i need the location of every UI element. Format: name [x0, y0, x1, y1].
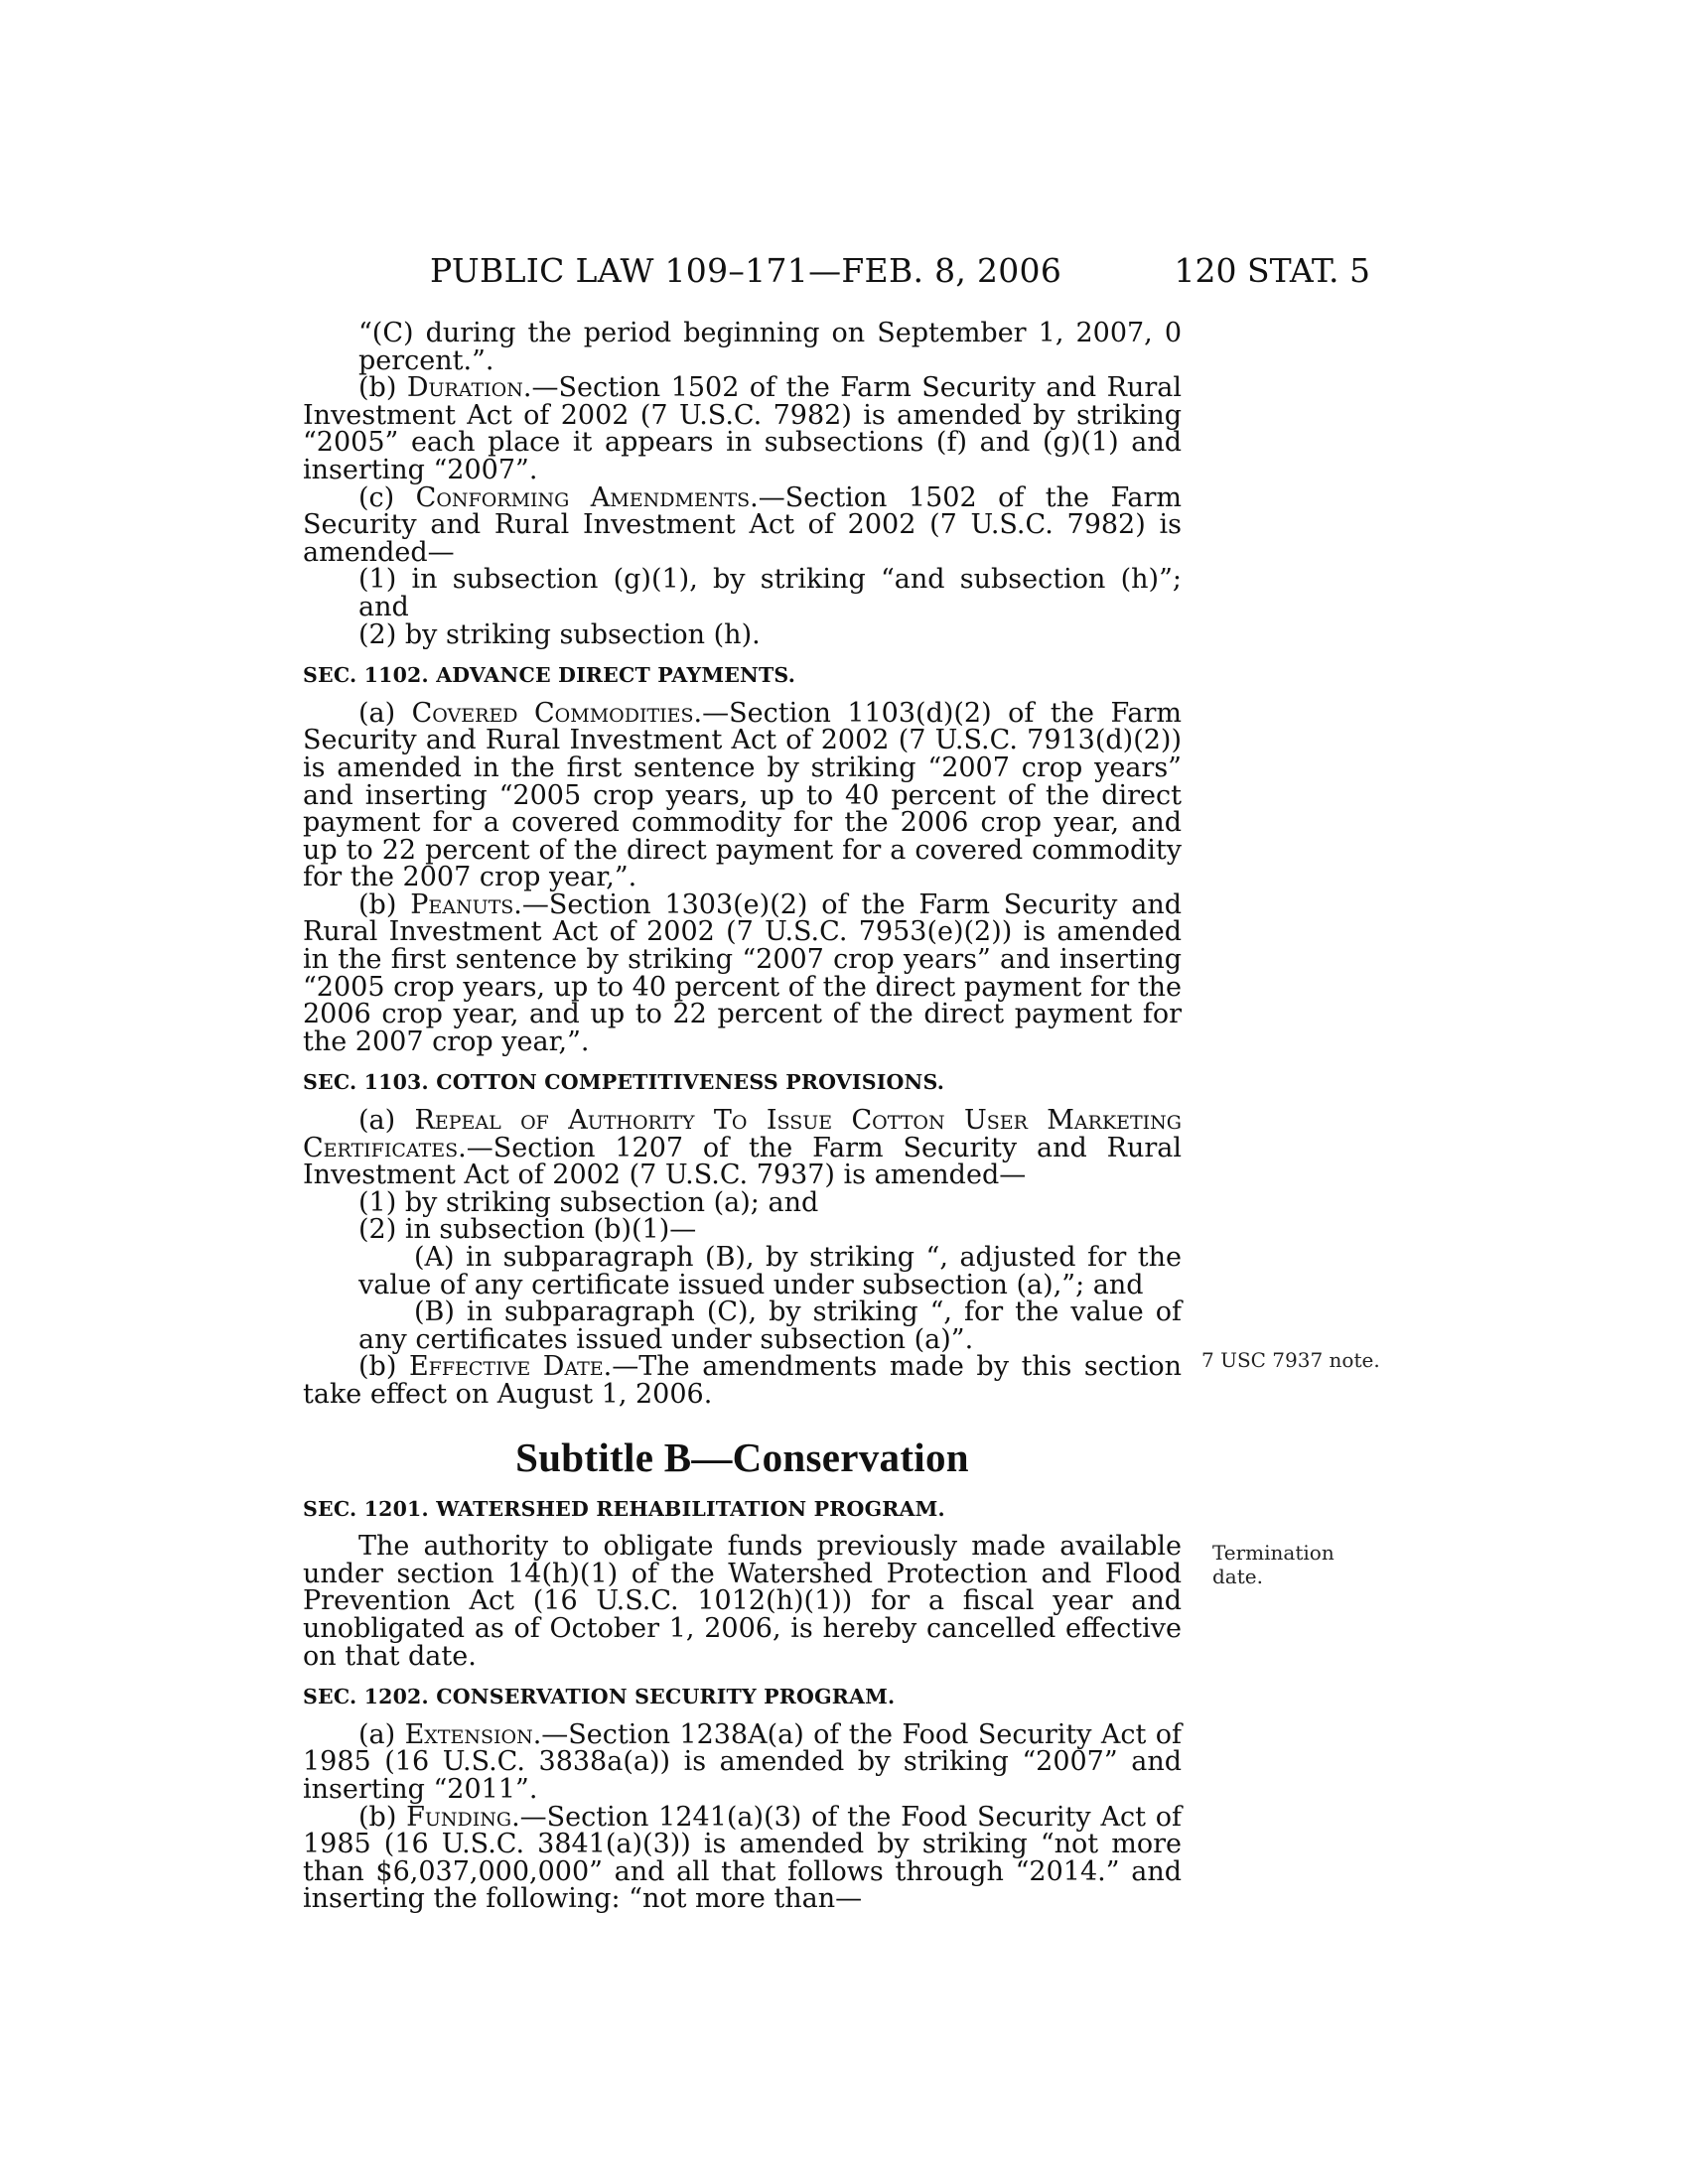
section-heading-1202: SEC. 1202. CONSERVATION SECURITY PROGRAM.	[303, 1685, 896, 1709]
paragraph-1102-a: (a) Covered Commodities.—Section 1103(d)(2) of the Farm Security and Rural Investment Act of 2002 (7 U.S.C. 7913(d)(2)) is amended in the first sentence by striking “2007 crop years” and inserting “2005 crop years, up to 40 percent of the direct payment for a covered commodity for the 2006 crop year, and up to 22 percent of the direct payment for a covered commodity for the 2007 crop year,”.	[303, 697, 1183, 893]
paragraph-1101-c-2: (2) by striking subsection (h).	[358, 618, 761, 650]
paragraph-1101-c-1: (1) in subsection (g)(1), by striking “and subsection (h)”; and	[358, 564, 1182, 622]
subtitle-heading: Subtitle B—Conservation	[515, 1433, 969, 1480]
paragraph-1201: The authority to obligate funds previously made available under section 14(h)(1) of the Watershed Protection and Flood Prevention Act (16 U.S.C. 1012(h)(1)) for a fiscal year and unobligated as of October 1, 2006, is hereby cancelled effective on that date.	[303, 1531, 1182, 1672]
paragraph-1202-a: (a) Extension.—Section 1238A(a) of the Food Security Act of 1985 (16 U.S.C. 3838a(a)) is amended by striking “2007” and inserting “2011”.	[303, 1718, 1182, 1805]
paragraph-1103-a-2: (2) in subsection (b)(1)—	[358, 1214, 697, 1246]
section-heading-1103: SEC. 1103. COTTON COMPETITIVENESS PROVISIONS.	[303, 1070, 945, 1095]
section-heading-1102: SEC. 1102. ADVANCE DIRECT PAYMENTS.	[303, 663, 796, 688]
paragraph-1103-a-2-B: (B) in subparagraph (C), by striking “, for the value of any certificates issued under subsection (a)”.	[358, 1297, 1182, 1355]
paragraph-1101-b-duration: (b) Duration.—Section 1502 of the Farm Security and Rural Investment Act of 2002 (7 U.S.C. 7982) is amended by striking “2005” each place it appears in subsections (f) and (g)(1) and inserting “2007”.	[303, 372, 1183, 485]
margin-note-termination-date: Termination date.	[1212, 1541, 1335, 1588]
paragraph-1101-c: (c) Conforming Amendments.—Section 1502 of the Farm Security and Rural Investment Act of 2002 (7 U.S.C. 7982) is amended—	[303, 481, 1182, 568]
section-heading-1201: SEC. 1201. WATERSHED REHABILITATION PROGRAM.	[303, 1496, 945, 1521]
paragraph-1202-b: (b) Funding.—Section 1241(a)(3) of the Food Security Act of 1985 (16 U.S.C. 3841(a)(3)) is amended by striking “not more than $6,037,000,000” and all that follows through “2014.” and inserting the following: “not more than—	[303, 1801, 1182, 1915]
page-number: 120 STAT. 5	[1174, 251, 1370, 290]
paragraph-1103-a-1: (1) by striking subsection (a); and	[358, 1186, 819, 1218]
margin-note-usc-7937: 7 USC 7937 note.	[1201, 1348, 1380, 1372]
document-body	[303, 320, 1182, 1913]
paragraph-1102-b: (b) Peanuts.—Section 1303(e)(2) of the Farm Security and Rural Investment Act of 2002 (7 U.S.C. 7953(e)(2)) is amended in the first sentence by striking “2007 crop years” and inserting “2005 crop years, up to 40 percent of the direct payment for the 2006 crop year, and up to 22 percent of the direct payment for the 2007 crop year,”.	[303, 888, 1183, 1057]
running-head: PUBLIC LAW 109–171—FEB. 8, 2006	[430, 251, 1062, 290]
paragraph-c-0-percent: “(C) during the period beginning on September 1, 2007, 0 percent.”.	[358, 318, 1182, 376]
paragraph-1103-b: (b) Effective Date.—The amendments made by this section take effect on August 1, 2006.	[303, 1351, 1182, 1410]
paragraph-1103-a-2-A: (A) in subparagraph (B), by striking “, adjusted for the value of any certificate issued under subsection (a),”; and	[358, 1242, 1182, 1300]
paragraph-1103-a: (a) Repeal of Authority To Issue Cotton User Marketing Certificates.—Section 1207 of the Farm Security and Rural Investment Act of 2002 (7 U.S.C. 7937) is amended—	[303, 1105, 1182, 1191]
page-header	[303, 251, 1370, 291]
